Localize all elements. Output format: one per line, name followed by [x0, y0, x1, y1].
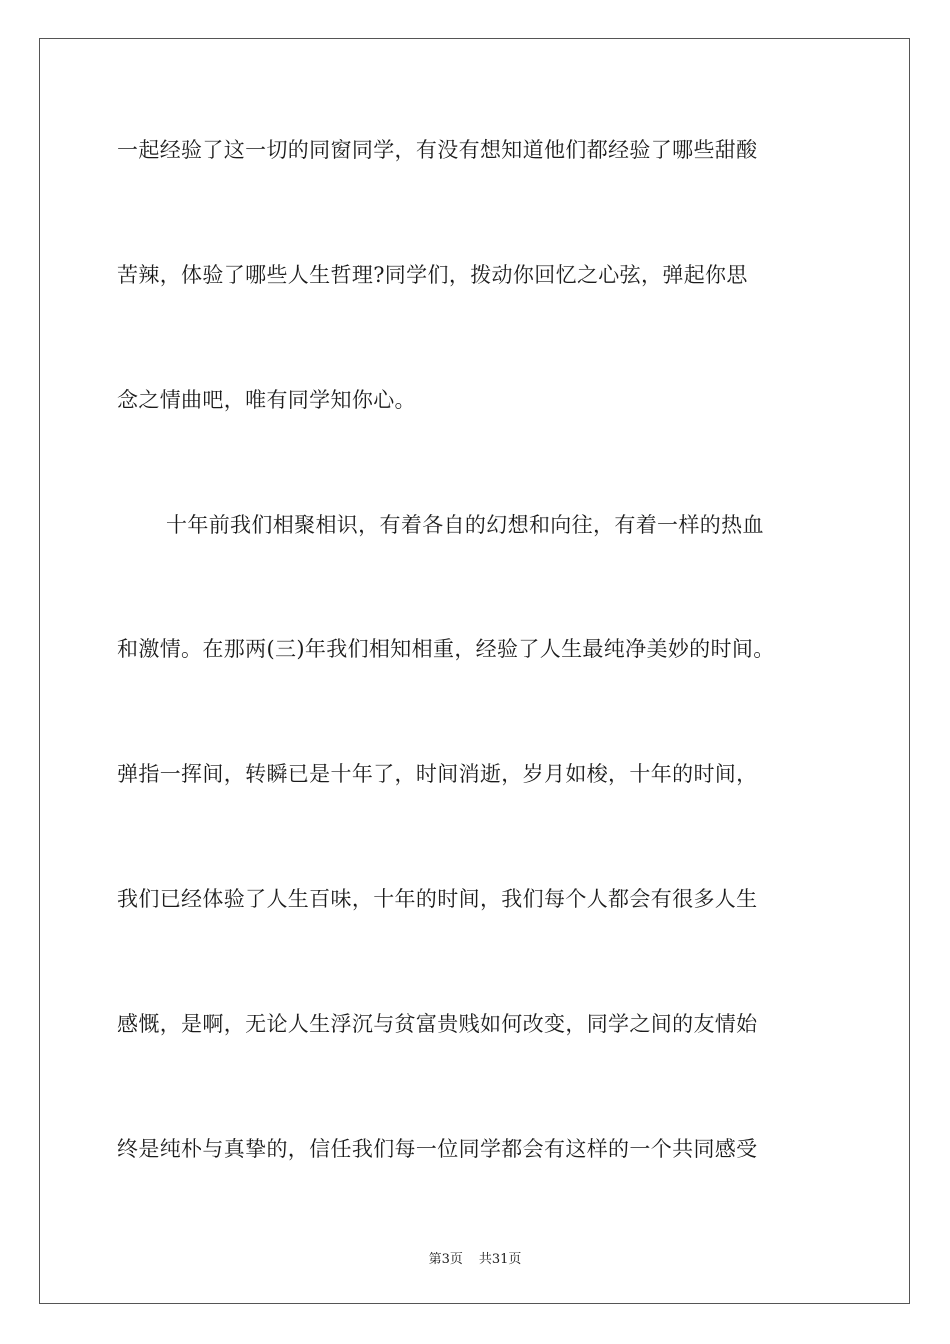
text-line: 弹指一挥间，转瞬已是十年了，时间消逝，岁月如梭，十年的时间， — [117, 762, 758, 786]
paragraph-start-line: 十年前我们相聚相识，有着各自的幻想和向往，有着一样的热血 — [166, 513, 764, 537]
page-footer — [0, 1248, 950, 1267]
page-border — [39, 38, 910, 1304]
text-line: 我们已经体验了人生百味，十年的时间，我们每个人都会有很多人生 — [117, 887, 758, 911]
page-number: 第3页 — [428, 1252, 463, 1267]
page-total: 共31页 — [478, 1252, 522, 1267]
text-line: 一起经验了这一切的同窗同学，有没有想知道他们都经验了哪些甜酸 — [117, 138, 758, 162]
text-line: 终是纯朴与真挚的，信任我们每一位同学都会有这样的一个共同感受 — [117, 1137, 758, 1161]
text-line: 和激情。在那两(三)年我们相知相重，经验了人生最纯净美妙的时间。 — [117, 637, 775, 661]
text-line: 感慨，是啊，无论人生浮沉与贫富贵贱如何改变，同学之间的友情始 — [117, 1012, 758, 1036]
text-line: 念之情曲吧，唯有同学知你心。 — [117, 388, 416, 412]
text-line: 苦辣，体验了哪些人生哲理?同学们，拨动你回忆之心弦，弹起你思 — [117, 263, 748, 287]
